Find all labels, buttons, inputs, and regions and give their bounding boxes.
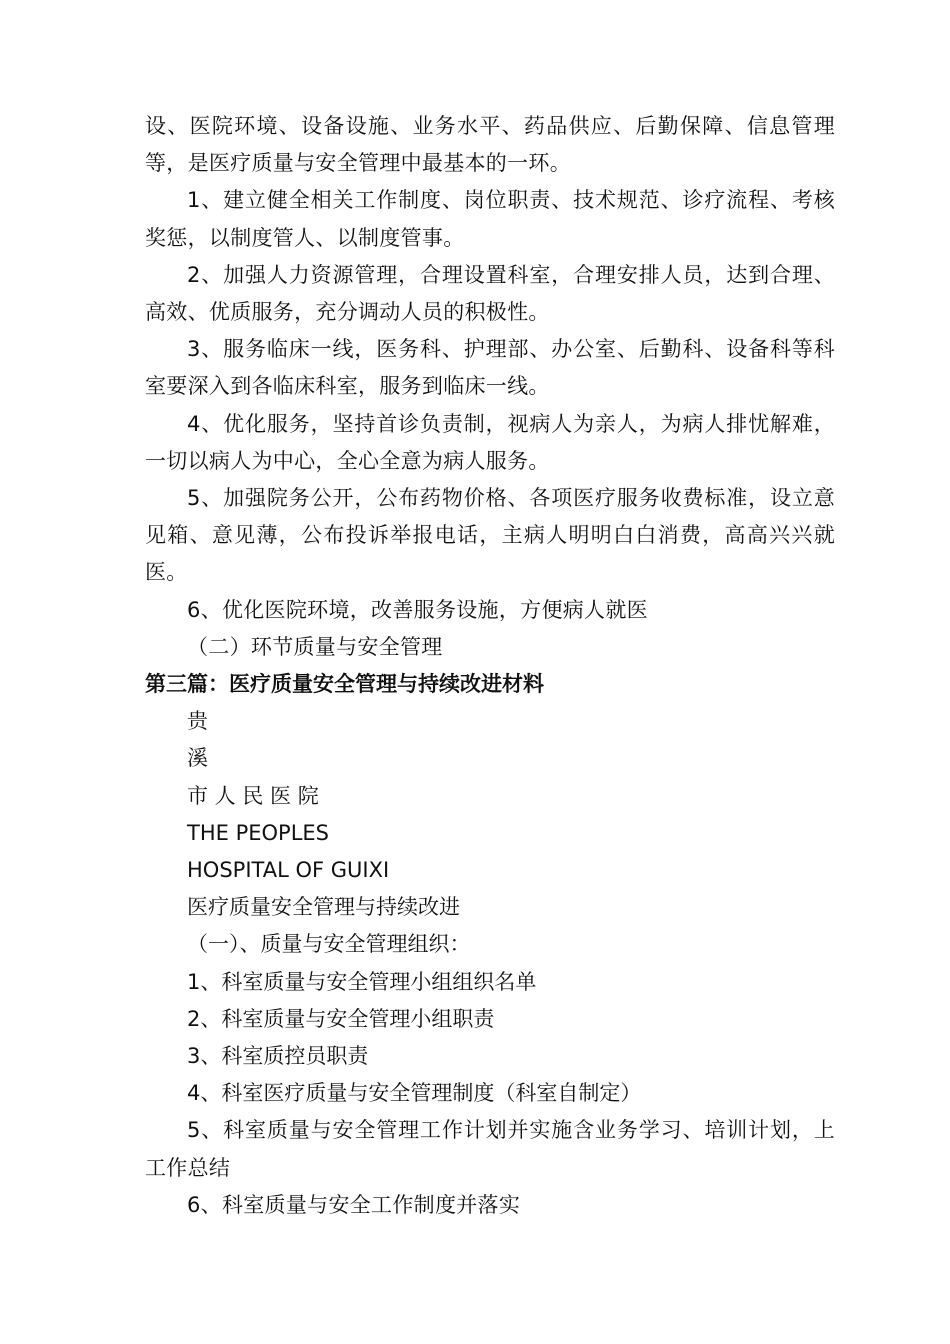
paragraph-bottom-0: 5、科室质量与安全管理工作计划并实施含业务学习、培训计划，上工作总结: [145, 1118, 835, 1180]
outline-item-1: 溪: [187, 746, 208, 771]
paragraph-bottom-1: 6、科室质量与安全工作制度并落实: [187, 1192, 521, 1217]
paragraph-0: 设、医院环境、设备设施、业务水平、药品供应、后勤保障、信息管理等，是医疗质量与安全管理中最基本的一环。: [145, 114, 835, 176]
outline-item-5: 医疗质量安全管理与持续改进: [187, 895, 460, 920]
outline-item-2: 市 人 民 医 院: [187, 783, 319, 808]
outline-item-9: 3、科室质控员职责: [187, 1044, 369, 1069]
paragraph-3: 3、服务临床一线，医务科、护理部、办公室、后勤科、设备科等科室要深入到各临床科室，服务到临床一线。: [145, 337, 835, 399]
outline-item-3: THE PEOPLES: [187, 820, 329, 845]
section-heading: 第三篇：医疗质量安全管理与持续改进材料: [145, 672, 544, 697]
body-paragraphs-bottom: [145, 1112, 835, 1224]
paragraph-2: 2、加强人力资源管理，合理设置科室，合理安排人员，达到合理、高效、优质服务，充分调动人员的积极性。: [145, 262, 835, 325]
paragraph-5: 5、加强院务公开，公布药物价格、各项医疗服务收费标准，设立意见箱、意见薄，公布投诉举报电话，主病人明明白白消费，高高兴兴就医。: [145, 486, 835, 585]
outline-item-7: 1、科室质量与安全管理小组组织名单: [187, 969, 537, 994]
outline-item-6: （一）、质量与安全管理组织：: [187, 932, 471, 957]
paragraph-4: 4、优化服务，坚持首诊负责制，视病人为亲人，为病人排忧解难，一切以病人为中心，全心全意为病人服务。: [145, 411, 835, 473]
outline-items: [145, 703, 835, 1112]
outline-item-10: 4、科室医疗质量与安全管理制度（科室自制定）: [187, 1081, 642, 1106]
paragraph-7: （二）环节质量与安全管理: [187, 634, 443, 659]
outline-item-4: HOSPITAL OF GUIXI: [187, 858, 390, 883]
document-page: [145, 108, 835, 1224]
outline-item-0: 贵: [187, 709, 208, 734]
body-paragraphs-top: [145, 108, 835, 666]
paragraph-6: 6、优化医院环境，改善服务设施，方便病人就医: [187, 597, 648, 622]
paragraph-1: 1、建立健全相关工作制度、岗位职责、技术规范、诊疗流程、考核奖惩，以制度管人、以制度管事。: [145, 188, 835, 250]
outline-item-8: 2、科室质量与安全管理小组职责: [187, 1006, 495, 1031]
